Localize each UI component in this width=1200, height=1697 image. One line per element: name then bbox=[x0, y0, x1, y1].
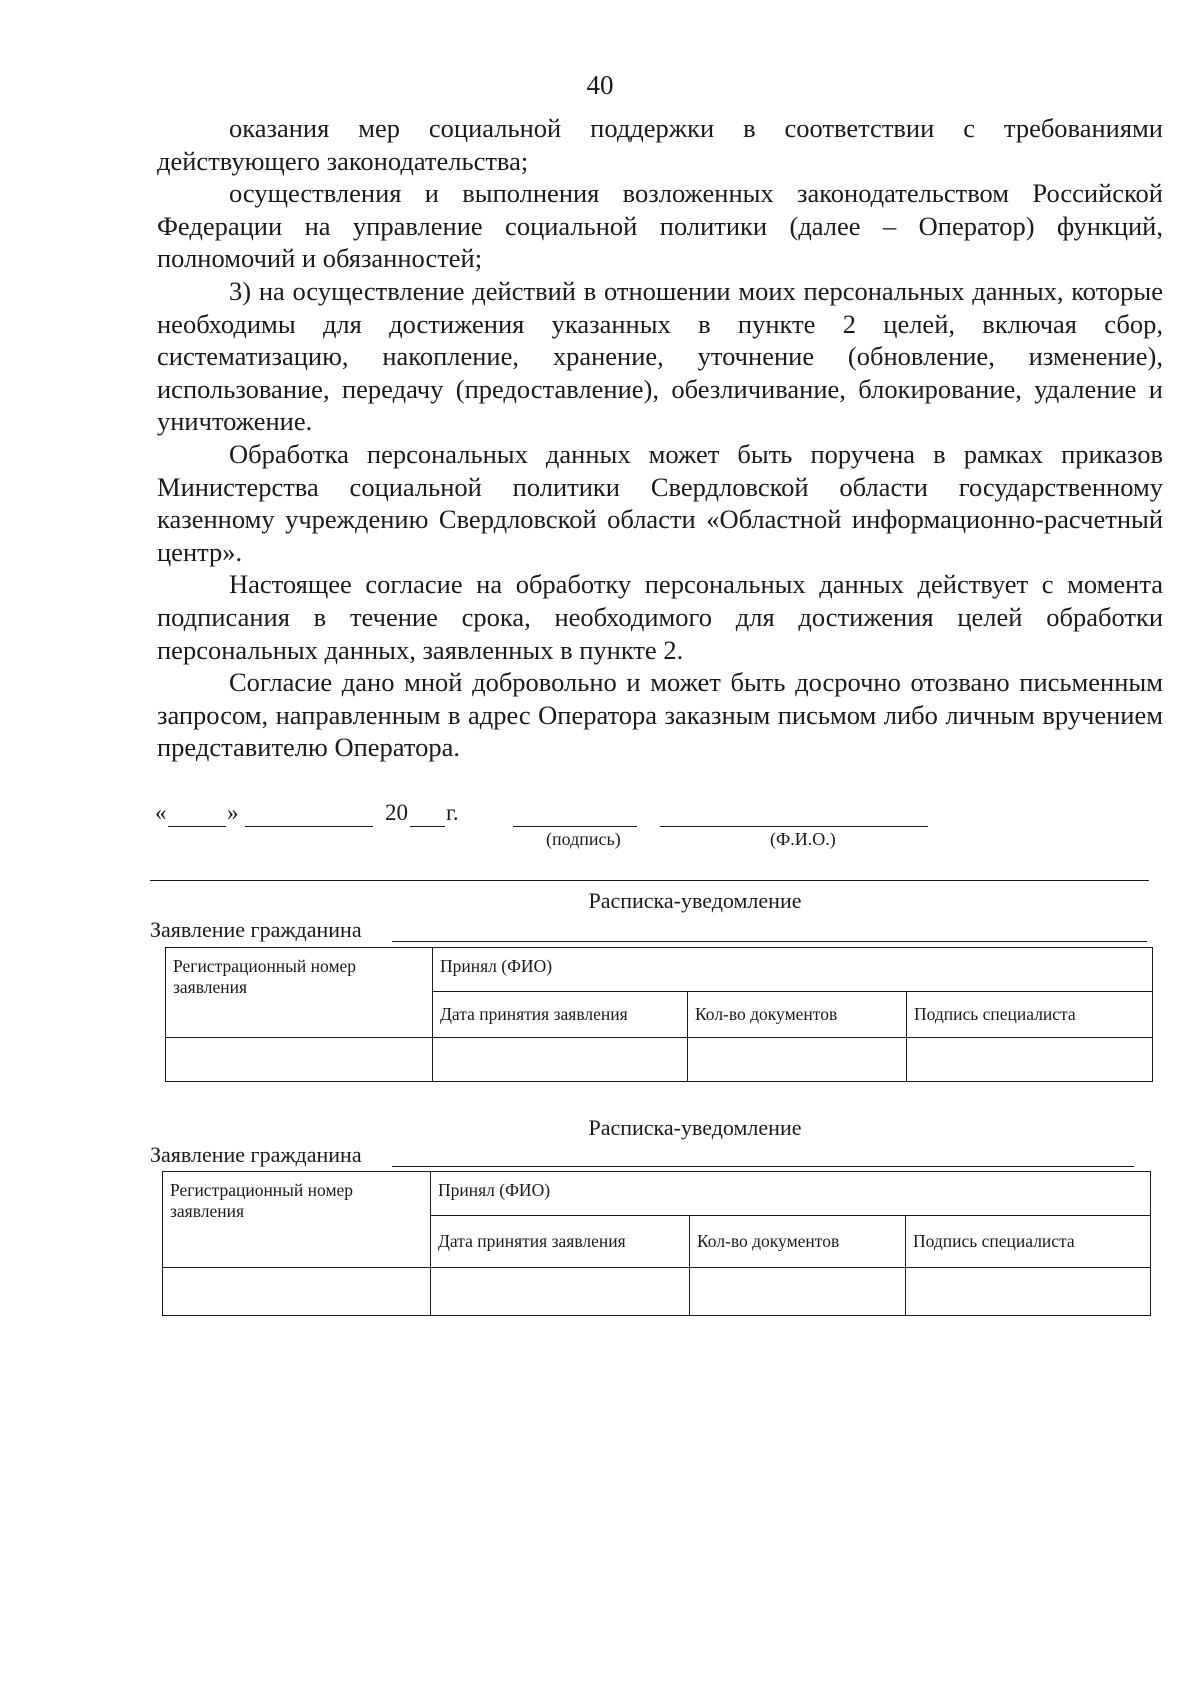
date-open-quote: « bbox=[155, 800, 167, 825]
year-suffix: г. bbox=[446, 800, 459, 825]
statement-field[interactable] bbox=[392, 1166, 1134, 1167]
year-field[interactable] bbox=[410, 826, 445, 827]
document-count-header: Кол-во документов bbox=[690, 1216, 906, 1268]
acceptance-date-header: Дата принятия заявления bbox=[433, 992, 688, 1038]
acceptance-date-header: Дата принятия заявления bbox=[431, 1216, 690, 1268]
reg-number-header: Регистрационный номер заявления bbox=[166, 948, 433, 1038]
month-field[interactable] bbox=[245, 826, 373, 827]
reg-number-cell[interactable] bbox=[163, 1268, 431, 1316]
year-prefix: 20 bbox=[385, 800, 408, 825]
document-count-cell[interactable] bbox=[690, 1268, 906, 1316]
day-field[interactable] bbox=[168, 826, 226, 827]
receipt-title: Расписка-уведомление bbox=[588, 1115, 802, 1140]
reg-number-header: Регистрационный номер заявления bbox=[163, 1172, 431, 1268]
specialist-signature-header: Подпись специалиста bbox=[907, 992, 1153, 1038]
specialist-signature-cell[interactable] bbox=[906, 1268, 1151, 1316]
separator-line bbox=[150, 880, 1149, 881]
statement-field[interactable] bbox=[392, 941, 1147, 942]
fio-caption: (Ф.И.О.) bbox=[770, 829, 836, 849]
date-close-quote: » bbox=[227, 800, 239, 825]
acceptance-date-cell[interactable] bbox=[433, 1038, 688, 1082]
document-count-header: Кол-во документов bbox=[688, 992, 907, 1038]
fio-field[interactable] bbox=[660, 826, 928, 827]
consent-body bbox=[157, 112, 1163, 764]
document-count-cell[interactable] bbox=[688, 1038, 907, 1082]
accepted-by-header: Принял (ФИО) bbox=[431, 1172, 1151, 1216]
specialist-signature-header: Подпись специалиста bbox=[906, 1216, 1151, 1268]
signature-field[interactable] bbox=[513, 826, 637, 827]
paragraph-processing-actions: 3) на осуществление действий в отношении моих персональных данных, которые необходимы для достижения указанных в пункте 2 целей, включая сбор, систематизацию, накопление, хранение, уточнение (обновление, изменение), использование, передачу (предоставление), обезличивание, блокирование, удаление и уничтожение. bbox=[157, 275, 1163, 437]
receipt-table bbox=[165, 947, 1153, 1082]
statement-label: Заявление гражданина bbox=[150, 917, 362, 942]
specialist-signature-cell[interactable] bbox=[907, 1038, 1153, 1082]
paragraph-operator-functions: осуществления и выполнения возложенных законодательством Российской Федерации на управление социальной политики (далее – Оператор) функций, полномочий и обязанностей; bbox=[157, 178, 1163, 274]
paragraph-consent-withdrawal: Согласие дано мной добровольно и может быть досрочно отозвано письменным запросом, направленным в адрес Оператора заказным письмом либо личным вручением представителю Оператора. bbox=[157, 667, 1163, 763]
receipt-table bbox=[162, 1171, 1151, 1316]
page-number: 40 bbox=[586, 70, 614, 100]
paragraph-social-support: оказания мер социальной поддержки в соответствии с требованиями действующего законодательства; bbox=[157, 113, 1163, 176]
statement-label: Заявление гражданина bbox=[150, 1142, 362, 1167]
receipt-title: Расписка-уведомление bbox=[588, 888, 802, 913]
reg-number-cell[interactable] bbox=[166, 1038, 433, 1082]
accepted-by-header: Принял (ФИО) bbox=[433, 948, 1153, 992]
signature-caption: (подпись) bbox=[546, 829, 621, 849]
paragraph-processing-delegation: Обработка персональных данных может быть поручена в рамках приказов Министерства социальной политики Свердловской области государственному казенному учреждению Свердловской области «Областной информационно-расчетный центр». bbox=[157, 438, 1163, 567]
acceptance-date-cell[interactable] bbox=[431, 1268, 690, 1316]
paragraph-consent-validity: Настоящее согласие на обработку персональных данных действует с момента подписания в течение срока, необходимого для достижения целей обработки персональных данных, заявленных в пункте 2. bbox=[157, 569, 1163, 665]
